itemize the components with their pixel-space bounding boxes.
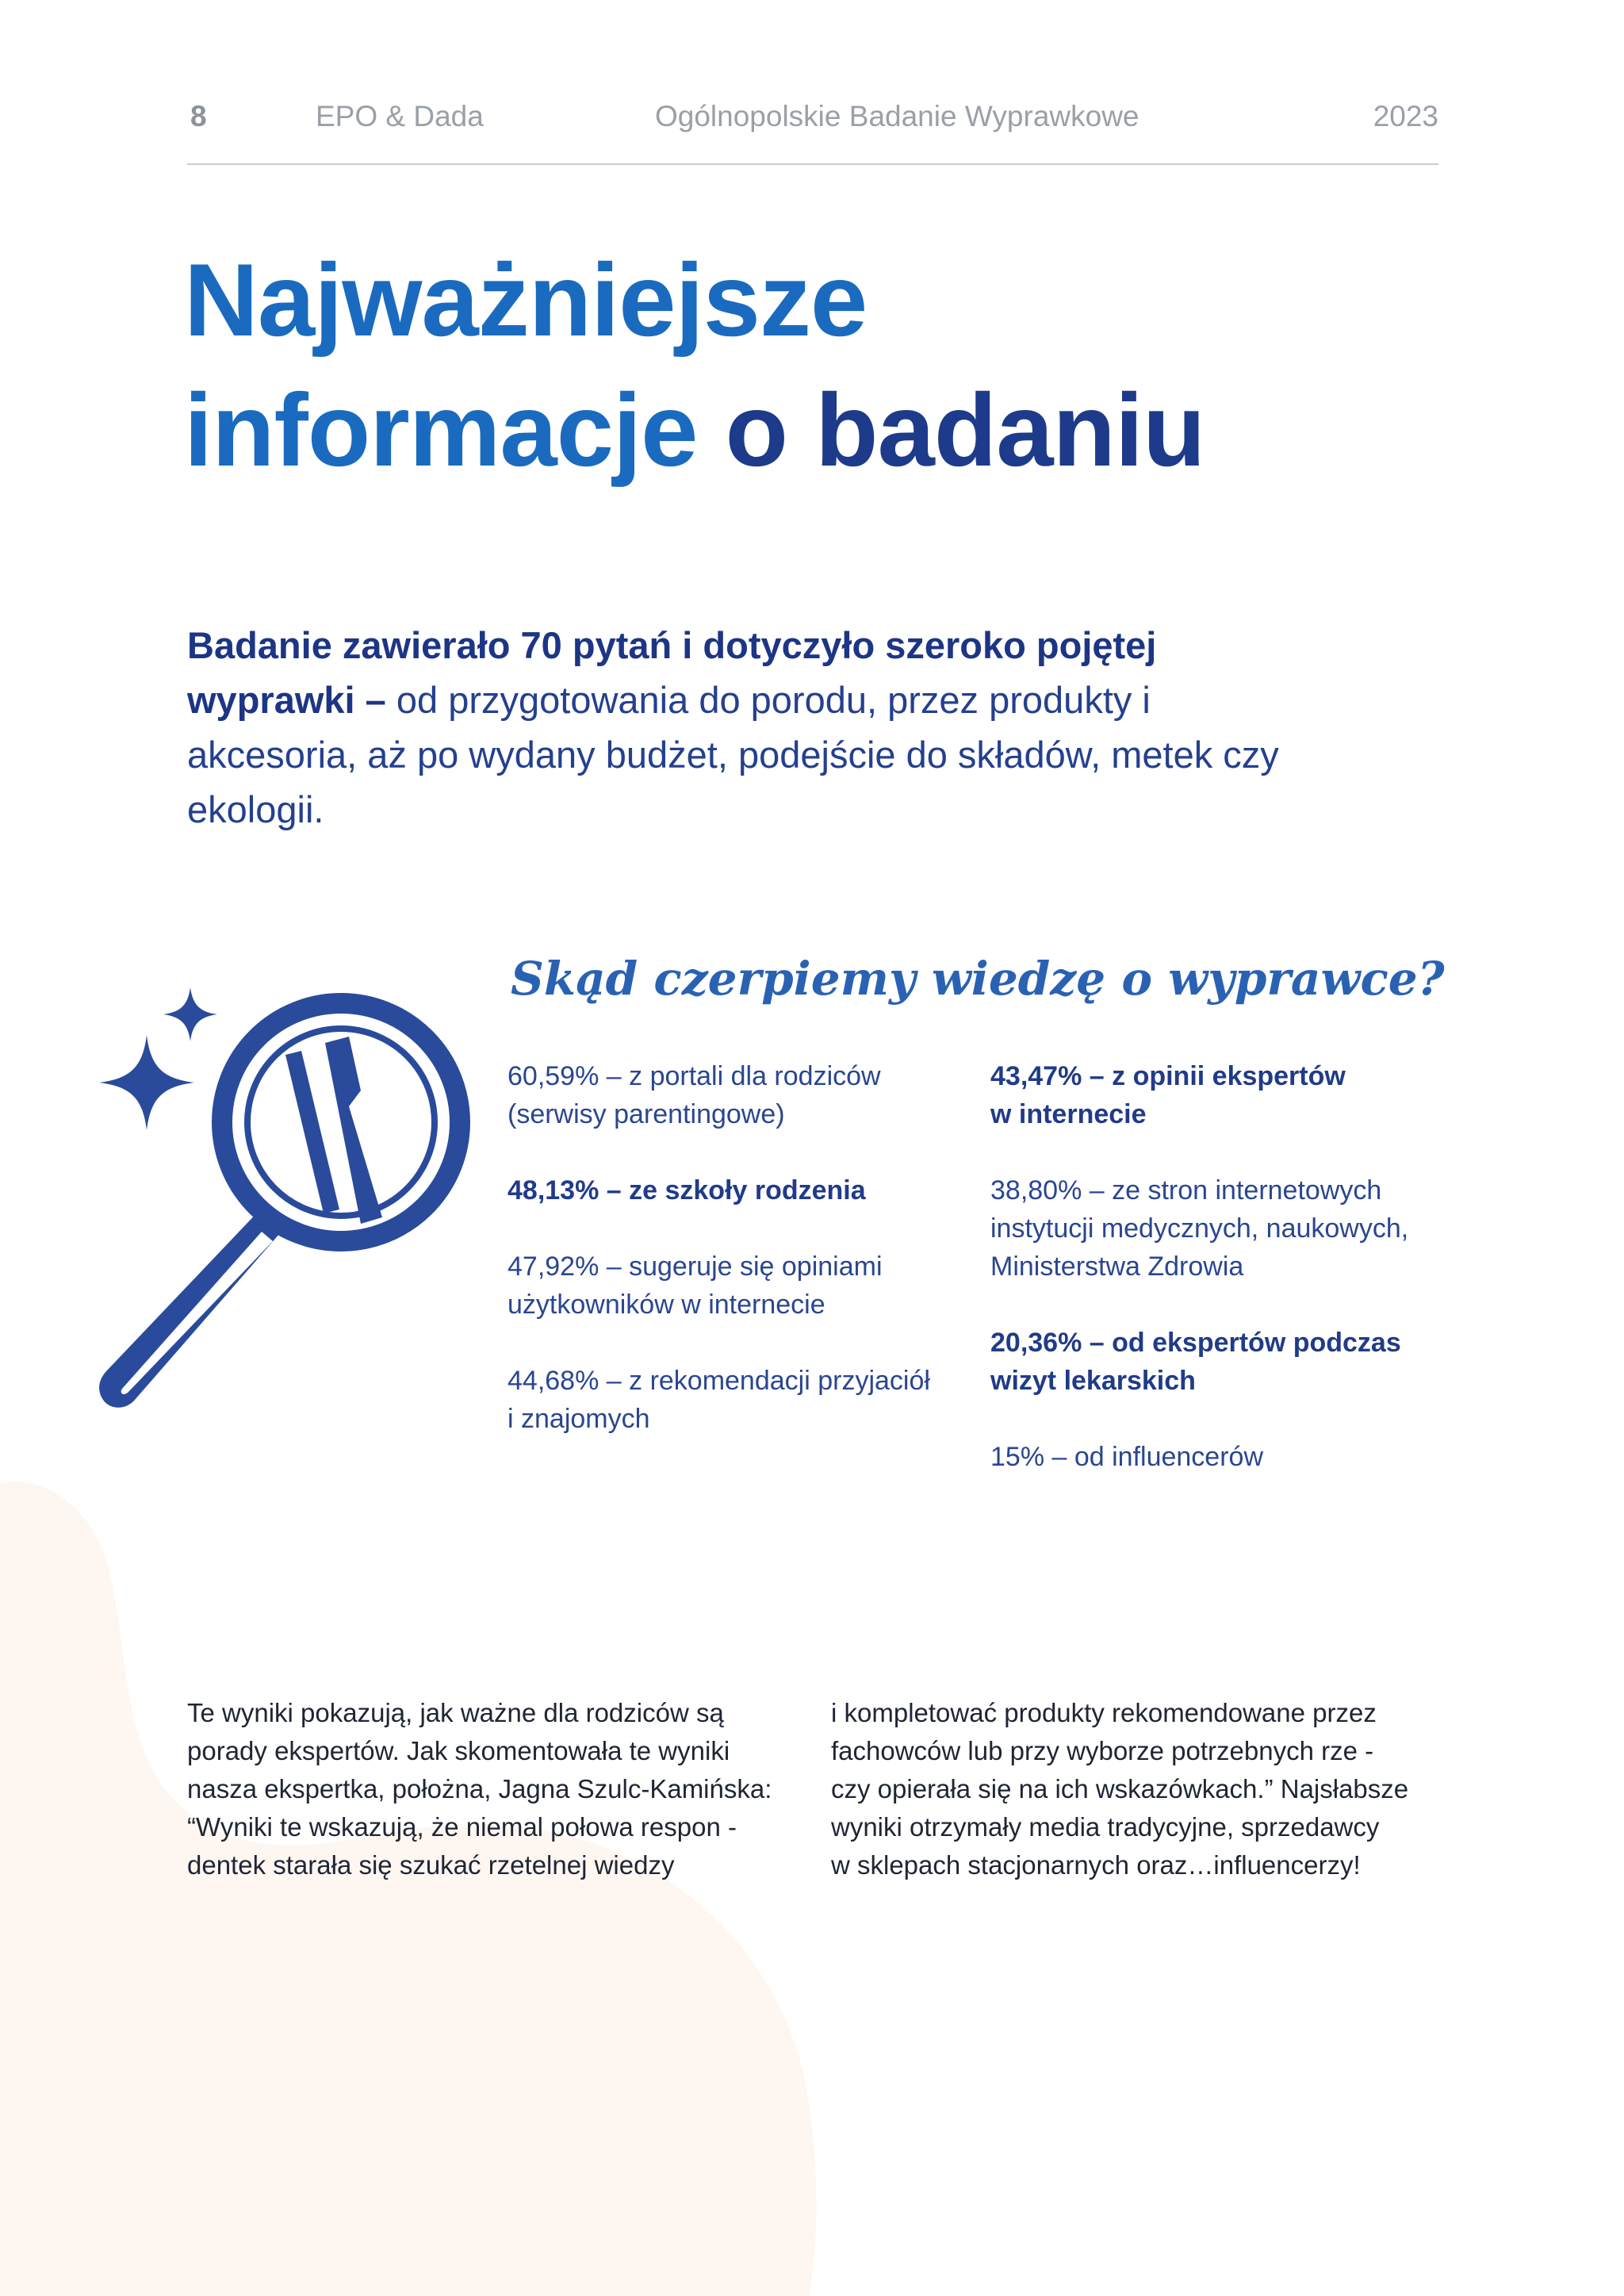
sources-heading: Skąd czerpiemy wiedzę o wyprawce? [511, 952, 1445, 1006]
source-item: 20,36% – od ekspertów podczas wizyt lekarskich [990, 1328, 1401, 1396]
source-item: 38,80% – ze stron internetowych instytucji medycznych, naukowych, Ministerstwa Zdrowia [990, 1175, 1409, 1282]
lead-rest: od przygotowania do porodu, przez produkty i akcesoria, aż po wydany budżet, podejście do składów, metek czy ekologii. [187, 679, 1279, 830]
source-item: 44,68% – z rekomendacji przyjaciół i znajomych [508, 1366, 930, 1434]
header-year: 2023 [1373, 100, 1438, 132]
title-word-1: Najważniejsze [184, 242, 868, 358]
page-number: 8 [190, 100, 207, 132]
source-item: 48,13% – ze szkoły rodzenia [508, 1175, 866, 1205]
header-document-title: Ogólnopolskie Badanie Wyprawkowe [655, 100, 1139, 132]
magnifier-icon [87, 979, 500, 1424]
lead-bold: Badanie zawierało 70 pytań i dotyczyło szeroko pojętej wyprawki – [187, 624, 1157, 721]
title-word-3: o badaniu [725, 372, 1205, 488]
header-brand: EPO & Dada [316, 100, 484, 132]
sparkle-icon [99, 987, 217, 1130]
source-item: 43,47% – z opinii ekspertów w internecie [990, 1061, 1346, 1129]
title-word-2: informacje [184, 372, 698, 488]
source-item: 60,59% – z portali dla rodziców (serwisy parentingowe) [508, 1061, 881, 1129]
sources-right-column [990, 1057, 1434, 1514]
page-title [184, 235, 1205, 495]
body-text-right: i kompletować produkty rekomendowane przez fachowców lub przy wyborze potrzebnych rze - czy opierała się na ich wskazówkach.” Najsłabsze wyniki otrzymały media tradycyjne, sprzedawcy w sklepach stacjonarnych oraz…influencerzy! [831, 1698, 1409, 1880]
page-header [187, 100, 1438, 165]
body-text-left: Te wyniki pokazują, jak ważne dla rodziców są porady ekspertów. Jak skomentowała te wyniki nasza ekspertka, położna, Jagna Szulc-Kamińska: “Wyniki te wskazują, że niemal połowa respon - dentek starała się szukać rzetelnej wiedzy [187, 1698, 772, 1880]
source-item: 47,92% – sugeruje się opiniami użytkowników w internecie [508, 1251, 883, 1320]
source-item: 15% – od influencerów [990, 1442, 1264, 1472]
lead-paragraph [187, 618, 1329, 837]
sources-left-column [508, 1057, 952, 1476]
